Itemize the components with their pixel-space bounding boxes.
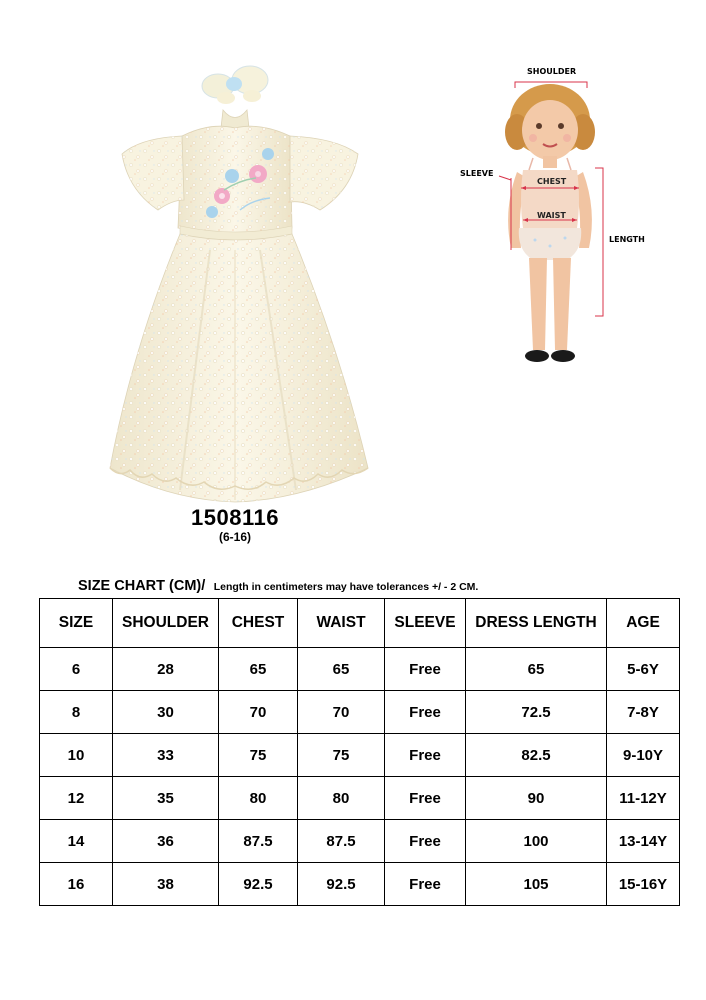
diagram-label-shoulder: SHOULDER [527,67,577,76]
column-header: WAIST [298,599,385,648]
table-cell: 100 [466,820,607,863]
table-cell: 28 [113,648,219,691]
size-chart-heading [78,577,478,595]
table-row [40,691,680,734]
size-chart-title: SIZE CHART (CM)/ [78,578,206,594]
table-cell: 7-8Y [607,691,680,734]
table-row [40,777,680,820]
table-cell: 10 [40,734,113,777]
table-cell: 12 [40,777,113,820]
table-cell: 16 [40,863,113,906]
table-cell: 13-14Y [607,820,680,863]
table-cell: 92.5 [219,863,298,906]
column-header: SLEEVE [385,599,466,648]
table-cell: 11-12Y [607,777,680,820]
table-row [40,863,680,906]
table-cell: 87.5 [298,820,385,863]
size-chart-table [39,598,680,906]
table-cell: 8 [40,691,113,734]
table-cell: 105 [466,863,607,906]
table-cell: 90 [466,777,607,820]
table-cell: 30 [113,691,219,734]
column-header: DRESS LENGTH [466,599,607,648]
diagram-label-chest: CHEST [537,177,567,186]
hair-bow [202,66,268,104]
measurement-figure [455,60,675,380]
size-chart-note: Length in centimeters may have tolerances +/ - 2 CM. [213,581,479,593]
table-row [40,820,680,863]
table-cell: 35 [113,777,219,820]
dress-illustration [100,50,380,510]
table-row [40,648,680,691]
table-cell: 6 [40,648,113,691]
table-cell: 9-10Y [607,734,680,777]
diagram-label-sleeve: SLEEVE [460,169,494,178]
table-cell: 70 [298,691,385,734]
table-cell: 75 [298,734,385,777]
product-size-range: (6-16) [218,530,251,544]
table-cell: 72.5 [466,691,607,734]
table-cell: Free [385,734,466,777]
column-header: SHOULDER [113,599,219,648]
table-cell: 80 [298,777,385,820]
table-cell: 82.5 [466,734,607,777]
column-header: AGE [607,599,680,648]
table-header-row [40,599,680,648]
diagram-label-waist: WAIST [537,211,566,220]
table-cell: 80 [219,777,298,820]
table-cell: Free [385,820,466,863]
table-cell: 65 [298,648,385,691]
table-cell: 14 [40,820,113,863]
table-cell: 15-16Y [607,863,680,906]
table-cell: 70 [219,691,298,734]
table-cell: 75 [219,734,298,777]
table-cell: 36 [113,820,219,863]
table-cell: 38 [113,863,219,906]
table-cell: 92.5 [298,863,385,906]
dress-product-image [100,50,380,510]
table-cell: 33 [113,734,219,777]
column-header: SIZE [40,599,113,648]
table-row [40,734,680,777]
table-cell: Free [385,691,466,734]
column-header: CHEST [219,599,298,648]
table-cell: 65 [219,648,298,691]
diagram-label-length: LENGTH [609,235,645,244]
product-code: 1508116 [191,505,279,530]
table-cell: 87.5 [219,820,298,863]
table-cell: Free [385,648,466,691]
measurement-diagram [455,60,675,380]
table-cell: 5-6Y [607,648,680,691]
table-cell: 65 [466,648,607,691]
table-cell: Free [385,863,466,906]
table-cell: Free [385,777,466,820]
